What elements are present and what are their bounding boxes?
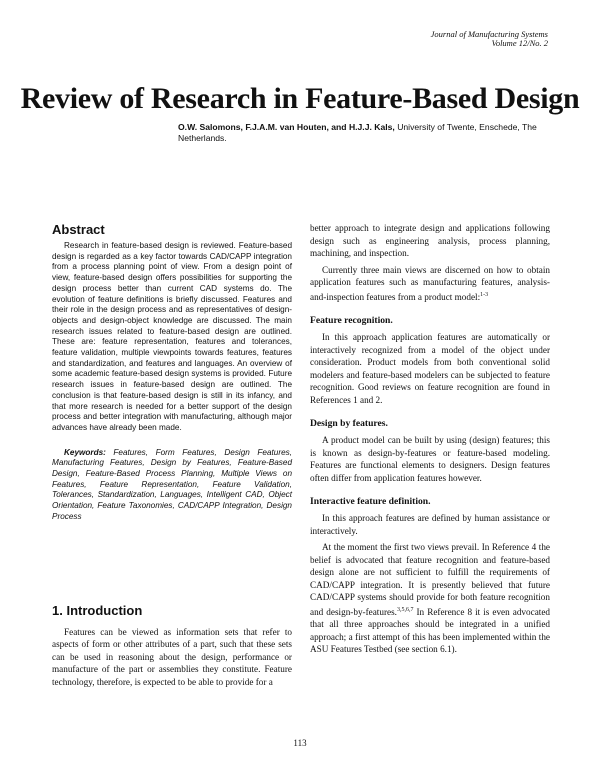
right-paragraph-2-text: Currently three main views are discerned on how to obtain application features such as manufacturing features, analysis-and-inspection features from a product model: <box>310 264 550 302</box>
final-paragraph-text-b: In Reference 8 it is even advocated that all three approaches should be integrated in a unified approach; a first attempt of this has been implemented within the ASU Features Testbed (see section 6.1). <box>310 606 550 655</box>
abstract-text: Research in feature-based design is reviewed. Feature-based design is regarded as a key factor towards CAD/CAPP integration from a process planning point of view. From a design point of view, feature-based design offers possibilities for supporting the design process better than current CAD systems do. The evolution of feature definitions is briefly discussed. Features and their role in the design process and as representatives of design-objects and design-object knowledge are discussed. The main research issues related to feature-based design are outlined. These are: feature representation, features and tolerances, feature validation, multiple viewpoints towards features, features and standardization, and features and languages. An overview of some academic feature-based design systems is provided. Future research issues in feature-based design are outlined. The conclusion is that feature-based design is still in its infancy, and that more research is needed for a better support of the design process and better integration with manufacturing, although major advances have already been made. <box>52 241 292 432</box>
design-by-features-heading: Design by features. <box>310 418 388 430</box>
right-paragraph-1: better approach to integrate design and applications following design such as engineering analysis, process planning, machining, and inspection. <box>310 223 550 258</box>
interactive-definition-heading: Interactive feature definition. <box>310 496 431 508</box>
author-names: O.W. Salomons, F.J.A.M. van Houten, and H.J.J. Kals, <box>178 122 395 132</box>
feature-recognition-text: In this approach application features are automatically or interactively recognized from a model of the object under consideration. Product models from both conventional solid modelers and feature-based modelers can be subjected to feature recognition. Good reviews on feature recognition are found in References 1 and 2. <box>310 332 550 405</box>
introduction-text: Features can be viewed as information sets that refer to aspects of form or other attributes of a part, such that these sets can be used in reasoning about the design, performance or manufacture of the part or assemblies they constitute. Feature technology, therefore, is expected to be able to provide for a <box>52 626 292 687</box>
paper-title: Review of Research in Feature-Based Design <box>20 82 580 115</box>
left-column <box>52 222 292 688</box>
right-paragraph-2 <box>310 264 550 304</box>
journal-volume: Volume 12/No. 2 <box>491 38 548 48</box>
interactive-definition-text: In this approach features are defined by human assistance or interactively. <box>310 513 550 536</box>
final-paragraph <box>310 541 550 656</box>
final-paragraph-text-a: At the moment the first two views prevail. In Reference 4 the belief is advocated that feature recognition and feature-based design alone are not sufficient to fulfill the requirements of CAD/CAPP integration. It is presently believed that future CAD/CAPP systems should provide for both feature recognition and design-by-features. <box>310 542 550 617</box>
journal-name: Journal of Manufacturing Systems <box>430 29 548 39</box>
abstract-heading: Abstract <box>52 222 105 237</box>
keywords-list: Features, Form Features, Design Features, Manufacturing Features, Design by Features, Feature-Based Design, Feature-Based Process Planning, Multiple Views on Features, Feature Representation, Feature Validation, Tolerances, Standardization, Languages, Intelligent CAD, Object Orientation, Feature Taxonomies, CAD/CAPP Integration, Design Process <box>52 447 292 521</box>
author-affiliation: University of Twente, Enschede, The Netherlands. <box>178 122 537 143</box>
introduction-heading: 1. Introduction <box>52 602 143 618</box>
reference-superscript: 1-3 <box>480 291 489 298</box>
right-column <box>310 222 550 656</box>
journal-header <box>431 30 548 48</box>
design-by-features-text: A product model can be built by using (design) features; this is known as design-by-features or feature-based modeling. Features are functional elements to designers. Design features often differ from application features however. <box>310 435 550 483</box>
keywords-block <box>52 448 292 523</box>
final-reference-superscript: 3,5,6,7 <box>396 606 414 613</box>
author-block <box>178 122 548 144</box>
page-number: 113 <box>293 738 307 748</box>
keywords-label: Keywords: <box>64 447 106 457</box>
feature-recognition-heading: Feature recognition. <box>310 315 393 327</box>
